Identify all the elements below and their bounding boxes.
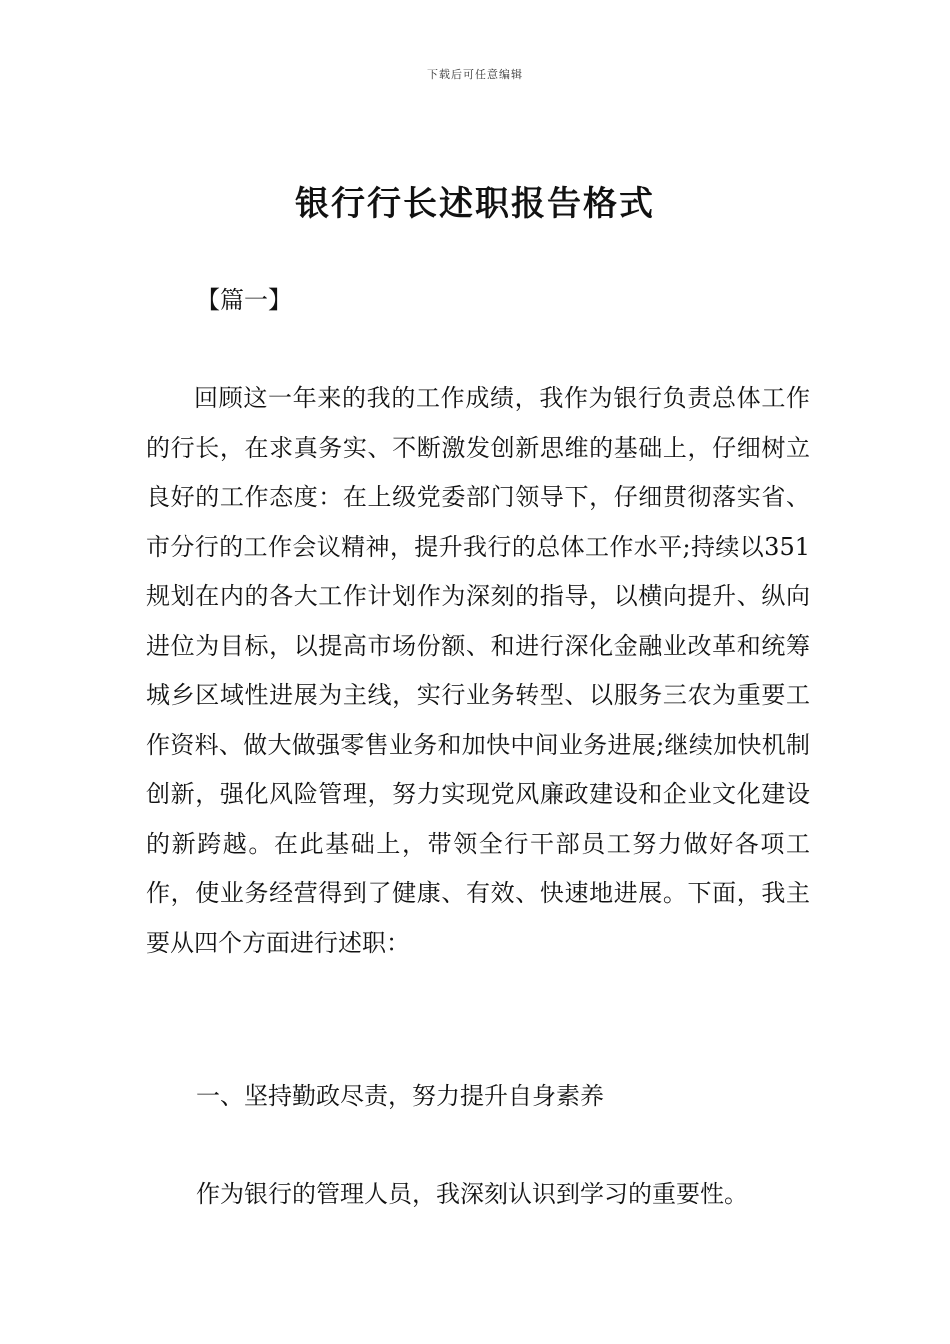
document-title: 银行行长述职报告格式 [295, 184, 655, 224]
section-label: 【篇一】 [196, 286, 292, 314]
body-paragraph-2: 作为银行的管理人员，我深刻认识到学习的重要性。 [196, 1180, 748, 1208]
header-note: 下载后可任意编辑 [427, 68, 523, 81]
section-heading-1: 一、坚持勤政尽责，努力提升自身素养 [196, 1082, 604, 1110]
intro-paragraph: 回顾这一年来的我的工作成绩，我作为银行负责总体工作的行长，在求真务实、不断激发创新思维的基础上，仔细树立良好的工作态度：在上级党委部门领导下，仔细贯彻落实省、市分行的工作会议精神，提升我行的总体工作水平;持续以351规划在内的各大工作计划作为深刻的指导，以横向提升、纵向进位为目标，以提高市场份额、和进行深化金融业改革和统筹城乡区域性进展为主线，实行业务转型、以服务三农为重要工作资料、做大做强零售业务和加快中间业务进展;继续加快机制创新，强化风险管理，努力实现党风廉政建设和企业文化建设的新跨越。在此基础上，带领全行干部员工努力做好各项工作，使业务经营得到了健康、有效、快速地进展。下面，我主要从四个方面进行述职： [146, 384, 810, 957]
